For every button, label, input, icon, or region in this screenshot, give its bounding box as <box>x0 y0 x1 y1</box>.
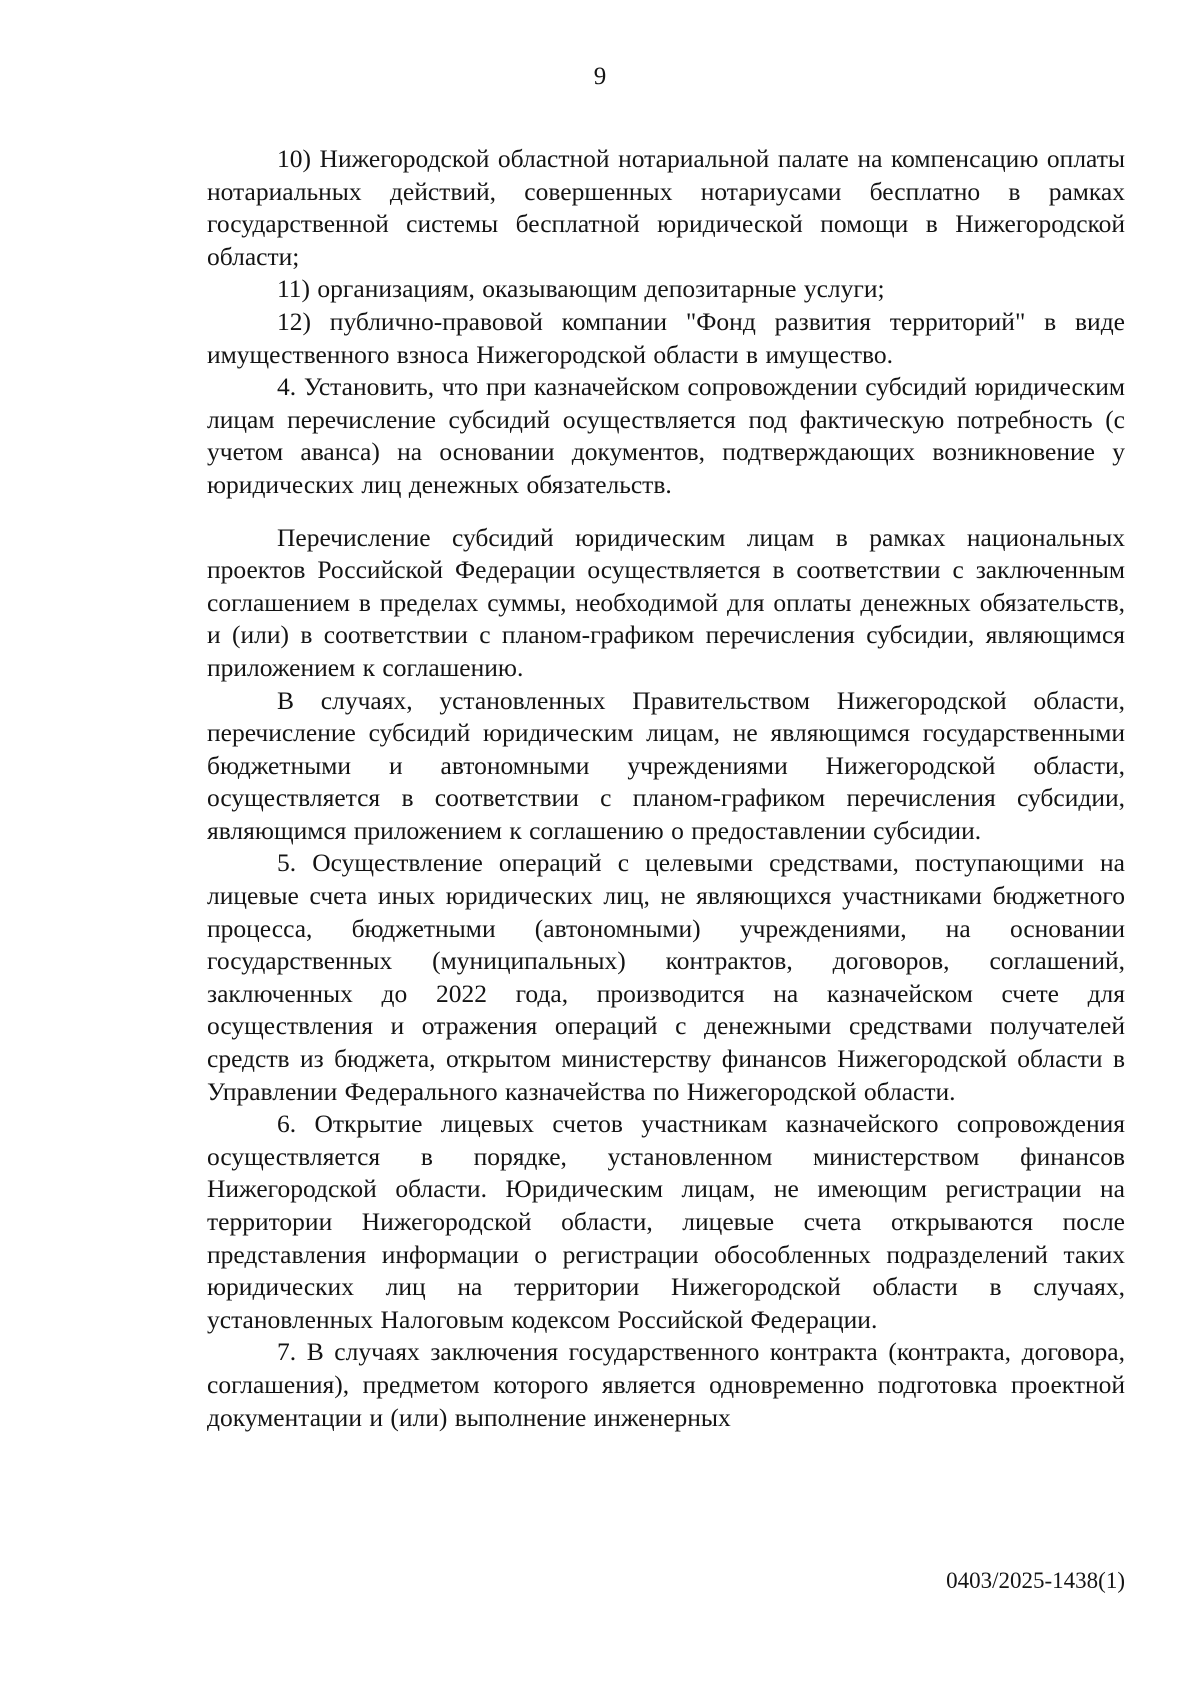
paragraph-item-12: 12) публично-правовой компании "Фонд развития территорий" в виде имущественного взноса Нижегородской области в имущество. <box>207 306 1125 369</box>
paragraph-item-11: 11) организациям, оказывающим депозитарные услуги; <box>277 274 885 304</box>
paragraph-national-projects: Перечисление субсидий юридическим лицам в рамках национальных проектов Российской Федерации осуществляется в соответствии с заключенным соглашением в пределах суммы, необходимой для оплаты денежных обязательств, и (или) в соответствии с планом-графиком перечисления субсидии, являющимся приложением к соглашению. <box>207 522 1125 682</box>
paragraph-clause-4: 4. Установить, что при казначейском сопровождении субсидий юридическим лицам перечисление субсидий осуществляется под фактическую потребность (с учетом аванса) на основании документов, подтверждающих возникновение у юридических лиц денежных обязательств. <box>207 372 1125 499</box>
paragraph-clause-5: 5. Осуществление операций с целевыми средствами, поступающими на лицевые счета иных юридических лиц, не являющихся участниками бюджетного процесса, бюджетными (автономными) учреждениями, на основании государственных (муниципальных) контрактов, договоров, соглашений, заключенных до 2022 года, производится на казначейском счете для осуществления и отражения операций с денежными средствами получателей средств из бюджета, открытом министерству финансов Нижегородской области в Управлении Федерального казначейства по Нижегородской области. <box>207 848 1125 1106</box>
document-registration-number: 0403/2025-1438(1) <box>946 1568 1125 1593</box>
paragraph-government-cases: В случаях, установленных Правительством Нижегородской области, перечисление субсидий юридическим лицам, не являющимся государственными бюджетными и автономными учреждениями Нижегородской области, осуществляется в соответствии с планом-графиком перечисления субсидии, являющимся приложением к соглашению о предоставлении субсидии. <box>207 685 1125 845</box>
page-number: 9 <box>593 63 607 90</box>
paragraph-clause-6: 6. Открытие лицевых счетов участникам казначейского сопровождения осуществляется в порядке, установленном министерством финансов Нижегородской области. Юридическим лицам, не имеющим регистрации на территории Нижегородской области, лицевые счета открываются после представления информации о регистрации обособленных подразделений таких юридических лиц на территории Нижегородской области в случаях, установленных Налоговым кодексом Российской Федерации. <box>207 1109 1125 1334</box>
document-body <box>207 143 1125 1434</box>
paragraph-clause-7: 7. В случаях заключения государственного контракта (контракта, договора, соглашения), предметом которого является одновременно подготовка проектной документации и (или) выполнение инженерных <box>207 1337 1125 1432</box>
paragraph-item-10: 10) Нижегородской областной нотариальной палате на компенсацию оплаты нотариальных действий, совершенных нотариусами бесплатно в рамках государственной системы бесплатной юридической помощи в Нижегородской области; <box>207 144 1125 271</box>
